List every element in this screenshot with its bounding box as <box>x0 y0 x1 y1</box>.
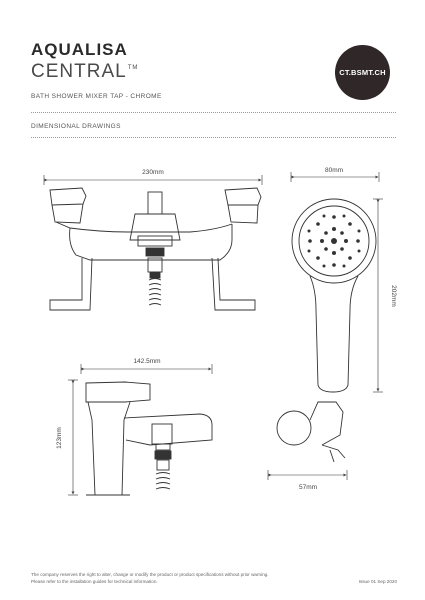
dim-handset-height: 202mm <box>390 285 397 307</box>
handset-spray-nozzles <box>308 215 361 268</box>
tap-front-view <box>44 175 262 310</box>
trademark-mark: TM <box>127 65 139 71</box>
product-subtitle: BATH SHOWER MIXER TAP - CHROME <box>31 93 162 100</box>
footer-note-line2: Please refer to the installation guides for technical information. <box>31 578 158 584</box>
dim-tap-width: 230mm <box>142 169 164 176</box>
footer-note-line1: The company reserves the right to alter, change or modify the product or product specifications without prior warning. <box>31 572 269 577</box>
dim-handset-width: 80mm <box>324 167 344 174</box>
product-name-text: CENTRAL <box>31 61 127 82</box>
section-title: DIMENSIONAL DRAWINGS <box>31 123 121 130</box>
footer-note <box>31 572 268 585</box>
brand-logo: AQUALISA <box>31 40 128 59</box>
handset-view <box>268 172 383 480</box>
dim-spout-projection: 142.5mm <box>133 358 161 365</box>
product-code-badge: CT.BSMT.CH <box>335 45 390 100</box>
issue-date: Issue 01 Sep 2020 <box>358 579 397 584</box>
dim-tap-height: 123mm <box>56 427 63 449</box>
dim-bracket-depth: 57mm <box>298 484 318 491</box>
tap-side-view <box>68 364 212 495</box>
